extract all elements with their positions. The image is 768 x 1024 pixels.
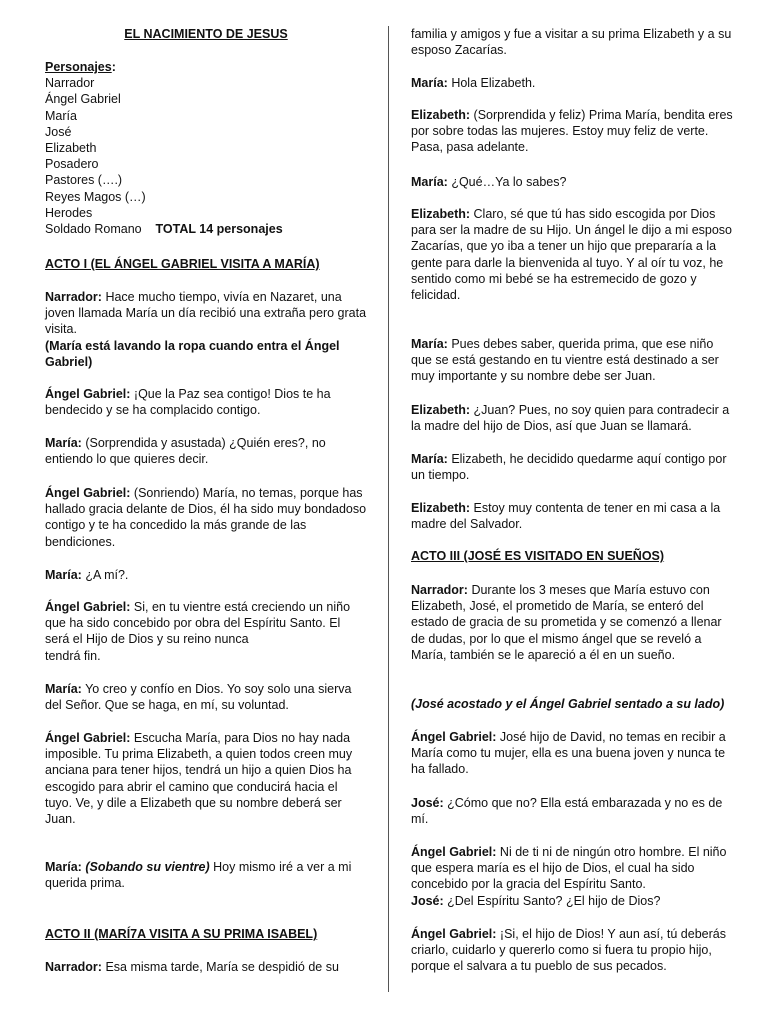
narrador-line [45,959,367,975]
cast-total: TOTAL 14 personajes [155,222,283,237]
speaker: Ángel Gabriel: [411,730,497,744]
maria-line [45,435,367,467]
speaker: Elizabeth: [411,501,471,515]
gabriel-line [45,386,367,418]
elizabeth-line [411,402,733,434]
dialogue: Hoy mismo iré a ver a mi querida prima. [45,860,352,891]
speaker: Ángel Gabriel: [45,387,131,401]
act1-heading: ACTO I (EL ÁNGEL GABRIEL VISITA A MARÍA) [45,257,320,271]
speaker: María: [411,337,448,351]
speaker: José: [411,893,444,908]
dialogue: Yo creo y confío en Dios. Yo soy solo una sierva del Señor. Que se haga, en mí, su voluntad. [45,682,352,713]
stage-direction: (María está lavando la ropa cuando entra el Ángel Gabriel) [45,338,340,369]
dialogue: ¡Que la Paz sea contigo! Dios te ha bendecido y se ha complacido contigo. [45,387,331,418]
maria-line [411,174,733,190]
dialogue: Si, en tu vientre está creciendo un niño que ha sido concebido por obra del Espíritu Santo. El será el Hijo de Dios y su reino nunca [45,600,351,647]
page-title: EL NACIMIENTO DE JESUS [124,27,288,41]
cast-name: Posadero [45,157,99,172]
speaker: Narrador: [411,583,468,597]
dialogue: Escucha María, para Dios no hay nada imposible. Tu prima Elizabeth, a quien todos creen muy anciana para tener hijos, tendrá un hijo a quien Dios ha escogido para abrir el camino que conducirá hacia el [45,731,353,794]
speaker: Elizabeth: [411,207,471,221]
speaker: Elizabeth: [411,403,471,417]
speaker: María: [411,76,448,90]
cast-name: Reyes Magos (…) [45,189,146,204]
dialogue: ¡Si, el hijo de Dios! Y aun así, tú deberás criarlo, cuidarlo y quererlo como si fuera tu propio hijo, porque el salvara a tu pueblo de sus pecados. [411,927,726,974]
gabriel-line [411,844,733,909]
dialogue: tendrá fin. [45,648,101,663]
dialogue: ¿Del Espíritu Santo? ¿El hijo de Dios? [447,893,661,908]
speaker: María: [411,175,448,189]
speaker: María: [45,568,82,582]
speaker: Ángel Gabriel: [411,845,497,859]
speaker: María: [411,452,448,466]
dialogue: tuyo. Ve, y dile a Elizabeth que su nombre deberá ser Juan. [45,795,342,827]
dialogue: Estoy muy contenta de tener en mi casa a la madre del Salvador. [411,501,721,532]
cast-name: María [45,108,77,123]
speaker: Narrador: [45,290,102,304]
speaker: María: [45,682,82,696]
dialogue: ¿A mí?. [85,568,129,582]
speaker: Ángel Gabriel: [45,486,131,500]
speaker: María: [45,436,82,450]
narrador-continuation: familia y amigos y fue a visitar a su prima Elizabeth y a su esposo Zacarías. [411,27,732,58]
dialogue: ¿Qué…Ya lo sabes? [451,175,567,189]
dialogue: (Sorprendida y feliz) Prima María, bendita eres por sobre todas las mujeres. Estoy muy feliz de verte. Pasa, pasa adelante. [411,108,733,155]
speaker: Ángel Gabriel: [411,927,497,941]
dialogue: Esa misma tarde, María se despidió de su [105,960,339,974]
maria-line [411,451,733,483]
dialogue: ¿Juan? Pues, no soy quien para contradecir a la madre del hijo de Dios, así que Juan se llamará. [411,403,730,434]
elizabeth-line [411,500,733,532]
gabriel-line [45,730,367,827]
narrador-line [411,582,733,663]
maria-line [45,859,367,891]
speaker: Ángel Gabriel: [45,731,131,745]
dialogue: Hola Elizabeth. [451,76,536,90]
act2-heading: ACTO II (MARÍ7A VISITA A SU PRIMA ISABEL) [45,927,318,941]
speaker: Elizabeth: [411,108,471,122]
dialogue: felicidad. [411,288,461,303]
maria-line [411,336,733,385]
cast-name: Ángel Gabriel [45,92,121,107]
dialogue: Claro, sé que tú has sido escogida por Dios para ser la madre de su Hijo. Un ángel le dijo a mi esposo Zacarías, que yo iba a tener un hijo que prepararía a la gente para darle la bienvenida al tuyo. Y al oír tu voz, he sentido como mi bebé se ha estremecido de gozo y [411,207,733,286]
gabriel-line [45,485,367,550]
gabriel-line [45,599,367,664]
cast-name: Herodes [45,205,93,220]
maria-line [45,567,367,583]
cast-name: Elizabeth [45,141,97,156]
stage-direction: (José acostado y el Ángel Gabriel sentado a su lado) [411,697,725,711]
speaker: Narrador: [45,960,102,974]
cast-name: Soldado Romano [45,222,142,237]
cast-name: José [45,124,72,139]
cast-heading: Personajes [45,60,112,74]
elizabeth-line [411,206,733,303]
dialogue: Elizabeth, he decidido quedarme aquí contigo por un tiempo. [411,452,727,483]
dialogue: Durante los 3 meses que María estuvo con Elizabeth, José, el prometido de María, se enteró del estado de gracia de su prometida y se comenzó a llenar de dudas, por lo que el mismo ángel que se reveló a María, también se le apareció a él en un sueño. [411,583,722,662]
speaker: Ángel Gabriel: [45,600,131,614]
column-divider [388,26,389,992]
elizabeth-line [411,107,733,156]
cast-name: Pastores (….) [45,173,123,188]
narrador-line [45,289,367,370]
dialogue: Pues debes saber, querida prima, que ese niño que se está gestando en tu vientre está destinado a ser muy importante y su nombre debe ser Juan. [411,337,719,384]
stage-direction: (Sobando su vientre) [85,860,210,874]
cast-list: Personajes: Narrador Ángel Gabriel María José Elizabeth Posadero Pastores (….) Reyes Magos (…) Herodes Soldado Romano TOTAL 14 personajes [45,59,367,237]
gabriel-line [411,729,733,778]
speaker: José: [411,796,444,810]
maria-line [45,681,367,713]
dialogue: (Sorprendida y asustada) ¿Quién eres?, no entiendo lo que quieres decir. [45,436,326,467]
dialogue: José hijo de David, no temas en recibir a María como tu mujer, ella es una buena joven y nunca te ha fallado. [411,730,726,777]
dialogue: Ni de ti ni de ningún otro hombre. El niño que espera maría es el hijo de Dios, el cual ha sido concebido por la gracia del Espíritu Santo. [411,845,727,892]
gabriel-line [411,926,733,975]
cast-name: Narrador [45,76,95,91]
dialogue: ¿Cómo que no? Ella está embarazada y no es de mí. [411,796,723,827]
maria-line [411,75,733,91]
jose-line [411,795,733,827]
speaker: María: [45,860,82,874]
dialogue: Hace mucho tiempo, vivía en Nazaret, una joven llamada María un día recibió una extraña pero grata visita. [45,290,367,337]
act3-heading: ACTO III (JOSÉ ES VISITADO EN SUEÑOS) [411,549,665,563]
dialogue: (Sonriendo) María, no temas, porque has hallado gracia delante de Dios, él ha sido muy bondadoso contigo y te ha concedido la más grande de las bendiciones. [45,486,367,549]
